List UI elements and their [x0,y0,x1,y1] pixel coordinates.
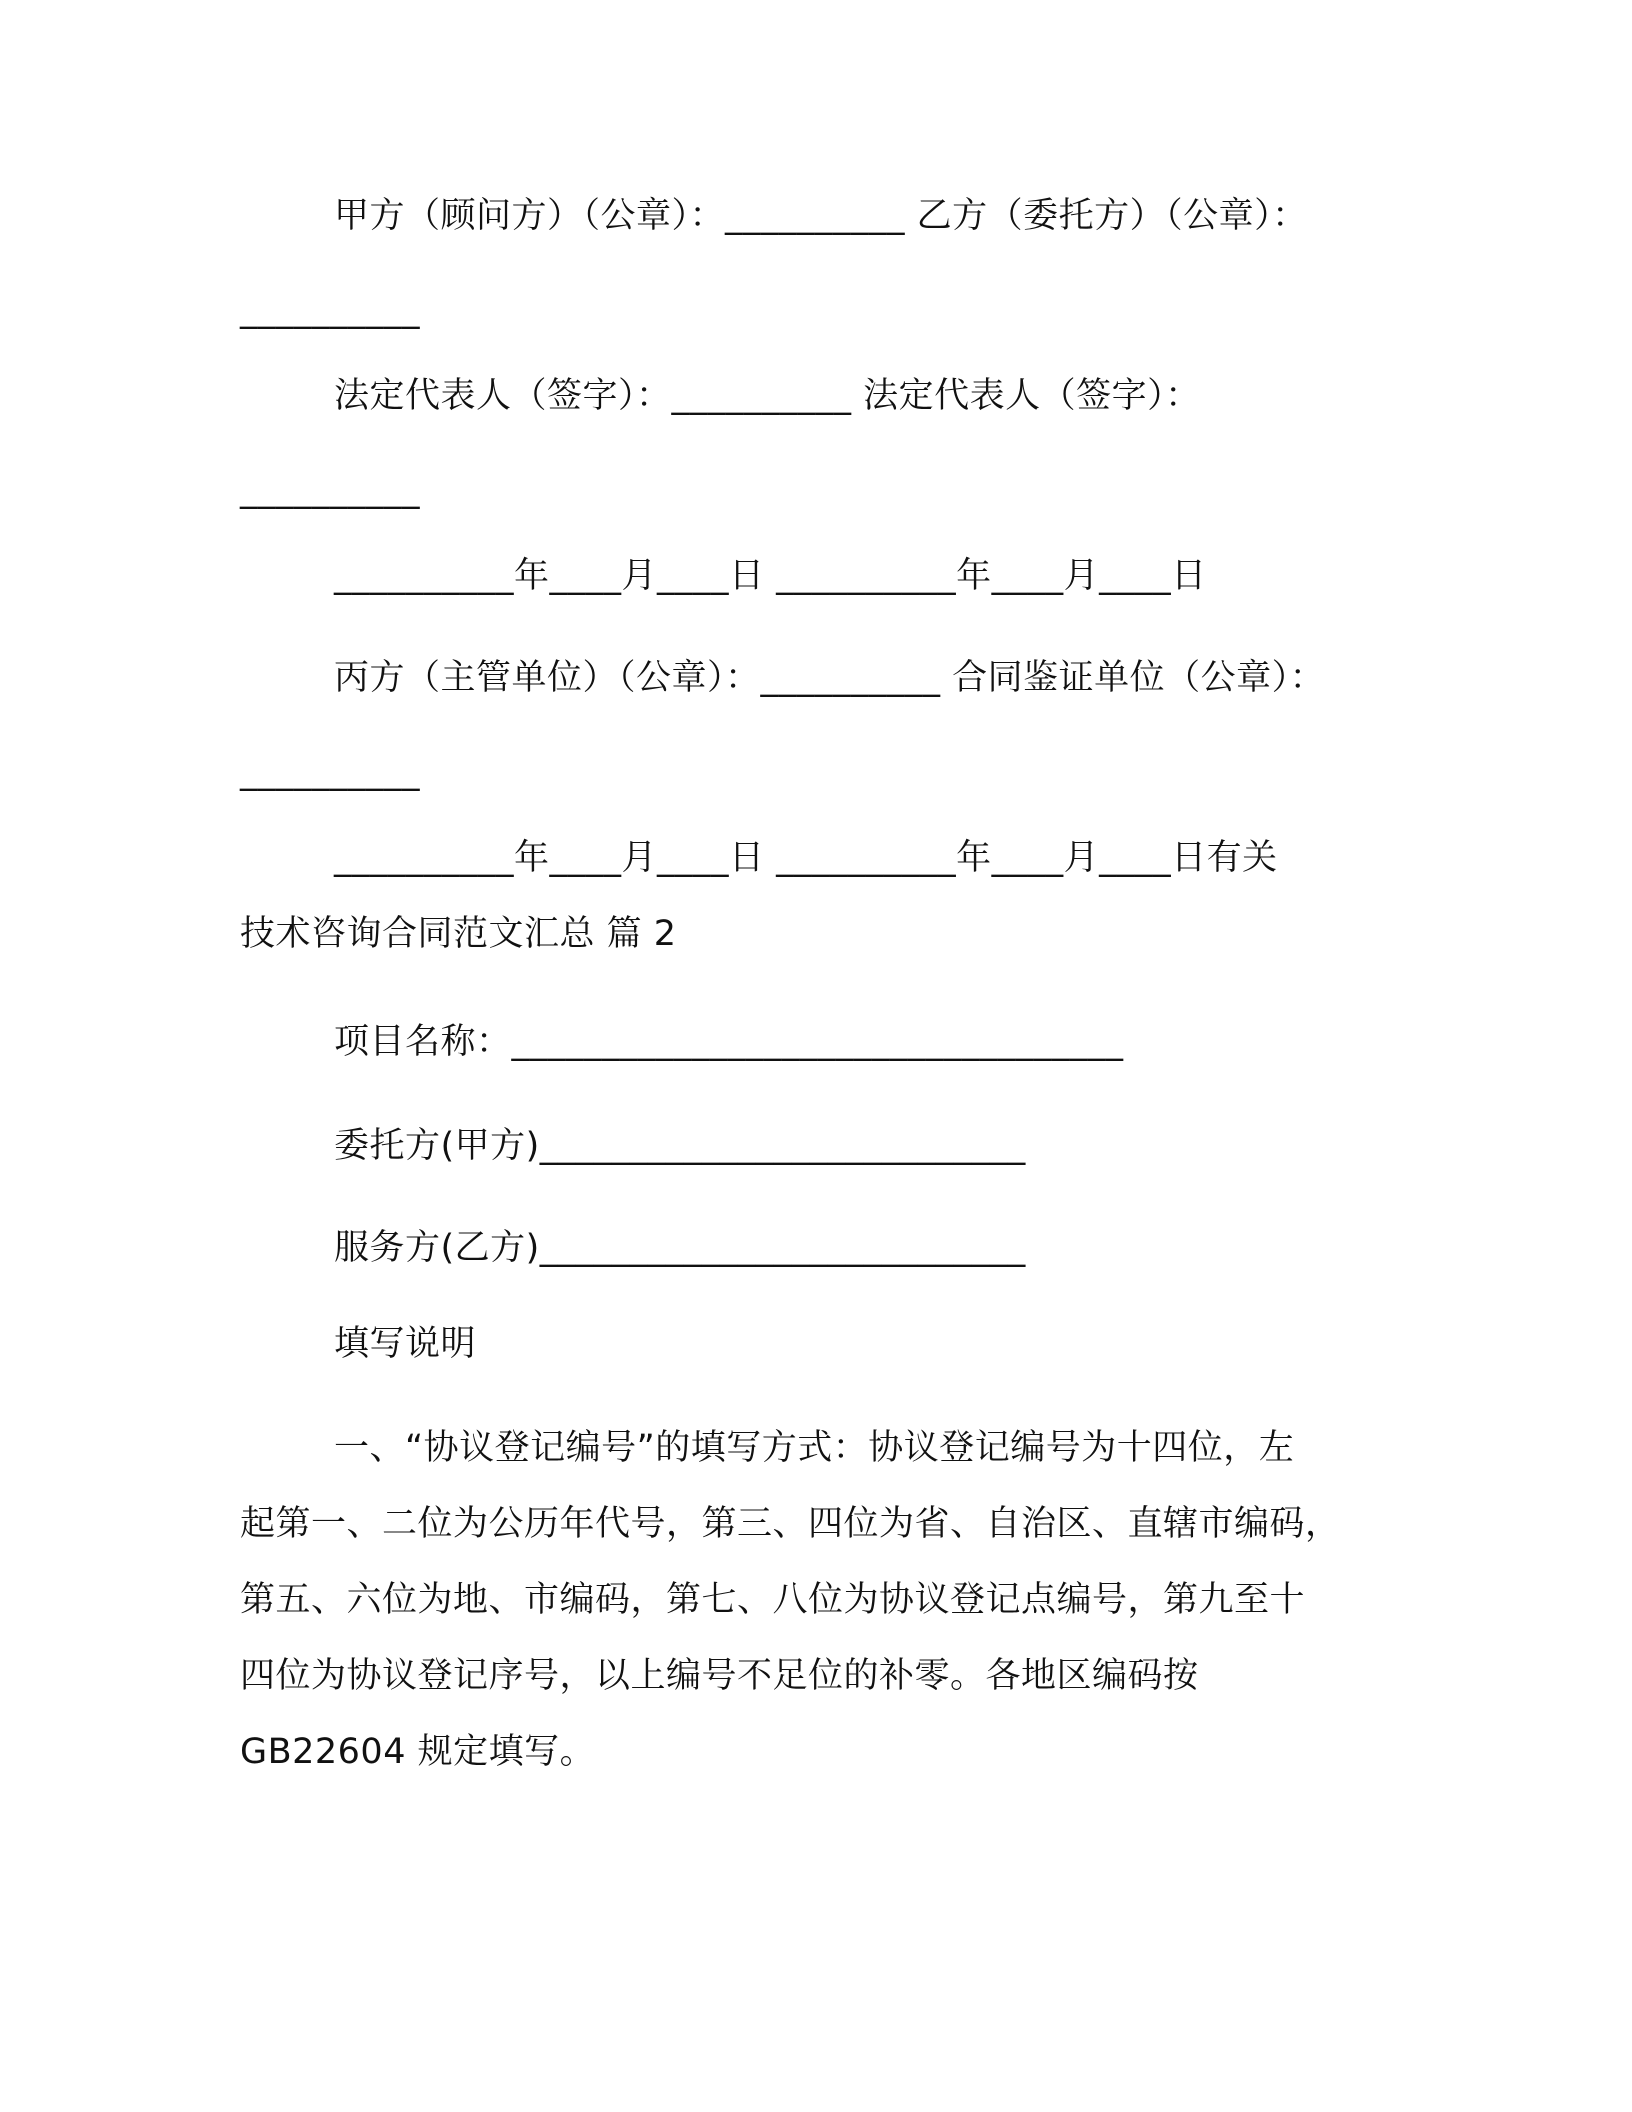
blank-line: __________ [240,290,420,330]
date-line: __________年____月____日 __________年____月____日 [334,556,1207,596]
paragraph-line: 第五、六位为地、市编码，第七、八位为协议登记点编号，第九至十 [240,1580,1306,1620]
paragraph-line: GB22604 规定填写。 [240,1732,596,1772]
project-name-line: 项目名称：__________________________________ [334,1022,1124,1062]
legal-rep-signature-line: 法定代表人（签字）：__________ 法定代表人（签字）： [334,376,1201,416]
section-heading: 技术咨询合同范文汇总 篇 2 [240,914,677,954]
paragraph-line: 一、“协议登记编号”的填写方式：协议登记编号为十四位，左 [334,1428,1295,1468]
client-line: 委托方(甲方)___________________________ [334,1126,1026,1166]
paragraph-line: 起第一、二位为公历年代号，第三、四位为省、自治区、直辖市编码， [240,1504,1341,1544]
blank-line: __________ [240,470,420,510]
paragraph-line: 四位为协议登记序号，以上编号不足位的补零。各地区编码按 [240,1656,1199,1696]
date-line: __________年____月____日 __________年____月____日有关 [334,838,1278,878]
blank-line: __________ [240,752,420,792]
instructions-heading: 填写说明 [334,1324,477,1364]
service-provider-line: 服务方(乙方)___________________________ [334,1228,1026,1268]
party-c-seal-line: 丙方（主管单位）（公章）：__________ 合同鉴证单位（公章）： [334,658,1326,698]
party-a-seal-line: 甲方（顾问方）（公章）：__________ 乙方（委托方）（公章）： [334,196,1308,236]
